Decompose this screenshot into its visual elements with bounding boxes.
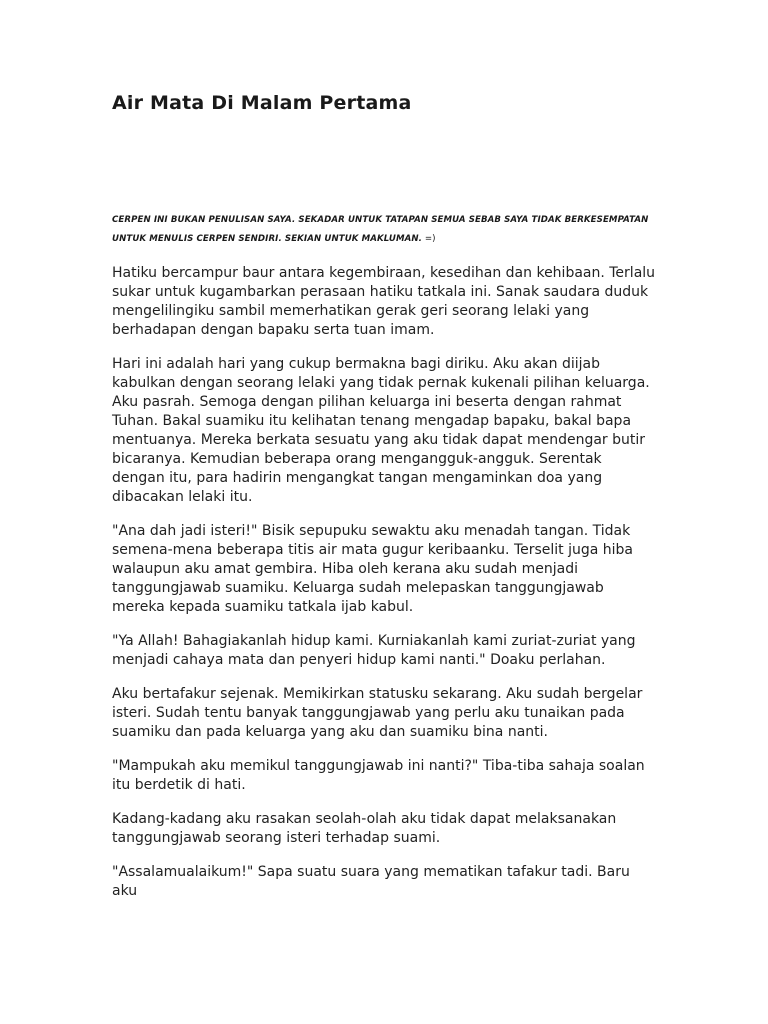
story-paragraph: "Ana dah jadi isteri!" Bisik sepupuku sewaktu aku menadah tangan. Tidak semena-mena beberapa titis air mata gugur keribaanku. Terselit juga hiba walaupun aku amat gembira. Hiba oleh kerana aku sudah menjadi tanggungjawab suamiku. Keluarga sudah melepaskan tanggungjawab mereka kepada suamiku tatkala ijab kabul. — [112, 523, 634, 615]
story-paragraph: Kadang-kadang aku rasakan seolah-olah aku tidak dapat melaksanakan tanggungjawab seorang isteri terhadap suami. — [112, 811, 617, 846]
disclaimer-text: CERPEN INI BUKAN PENULISAN SAYA. SEKADAR UNTUK TATAPAN SEMUA SEBAB SAYA TIDAK BERKESEMPATAN UNTUK MENULIS CERPEN SENDIRI. SEKIAN UNTUK MAKLUMAN. — [112, 215, 649, 244]
story-paragraph: Aku bertafakur sejenak. Memikirkan statusku sekarang. Aku sudah bergelar isteri. Sudah tentu banyak tanggungjawab yang perlu aku tunaikan pada suamiku dan pada keluarga yang aku dan suamiku bina nanti. — [112, 686, 643, 740]
disclaimer-note — [112, 211, 657, 249]
story-body — [112, 264, 657, 916]
story-paragraph: Hari ini adalah hari yang cukup bermakna bagi diriku. Aku akan diijab kabulkan dengan seorang lelaki yang tidak pernak kukenali pilihan keluarga. Aku pasrah. Semoga dengan pilihan keluarga ini beserta dengan rahmat Tuhan. Bakal suamiku itu kelihatan tenang mengadap bapaku, bakal bapa mentuanya. Mereka berkata sesuatu yang aku tidak dapat mendengar butir bicaranya. Kemudian beberapa orang mengangguk-angguk. Serentak dengan itu, para hadirin mengangkat tangan mengaminkan doa yang dibacakan lelaki itu. — [112, 356, 650, 505]
document-title: Air Mata Di Malam Pertama — [112, 92, 412, 114]
story-paragraph: "Ya Allah! Bahagiakanlah hidup kami. Kurniakanlah kami zuriat-zuriat yang menjadi cahaya mata dan penyeri hidup kami nanti." Doaku perlahan. — [112, 633, 636, 668]
story-paragraph: Hatiku bercampur baur antara kegembiraan, kesedihan dan kehibaan. Terlalu sukar untuk kugambarkan perasaan hatiku tatkala ini. Sanak saudara duduk mengelilingiku sambil memerhatikan gerak geri seorang lelaki yang berhadapan dengan bapaku serta tuan imam. — [112, 265, 656, 338]
story-paragraph: "Assalamualaikum!" Sapa suatu suara yang mematikan tafakur tadi. Baru aku — [112, 864, 630, 899]
story-paragraph: "Mampukah aku memikul tanggungjawab ini nanti?" Tiba-tiba sahaja soalan itu berdetik di hati. — [112, 758, 645, 793]
disclaimer-emoticon: =) — [422, 234, 436, 244]
